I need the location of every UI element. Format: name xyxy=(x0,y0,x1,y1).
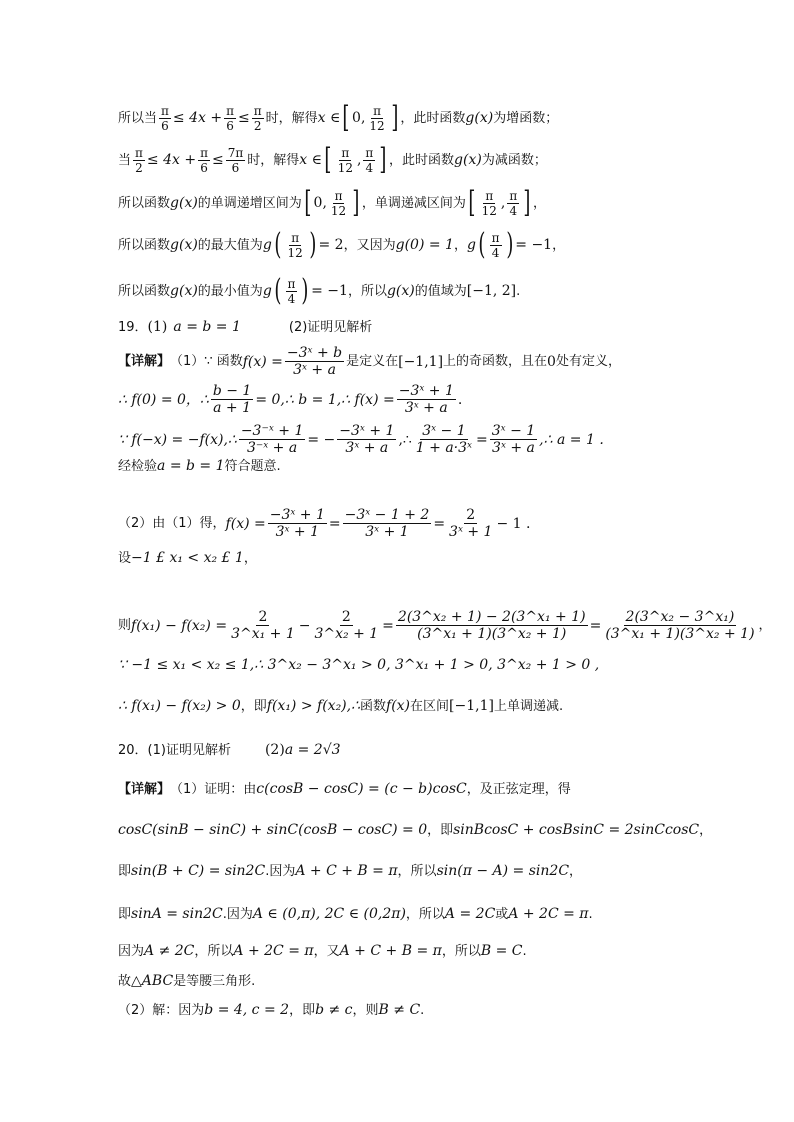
denominator: 3ˣ + a xyxy=(345,440,389,456)
math: a = b = 1 xyxy=(157,458,225,474)
denominator: 3⁻ˣ + a xyxy=(246,440,298,456)
fraction xyxy=(329,190,348,217)
math: = xyxy=(382,617,394,634)
text: ， xyxy=(758,618,772,633)
math: g(x) xyxy=(170,237,198,253)
math: ,∴ a = 1 . xyxy=(539,431,604,448)
math: g xyxy=(262,237,272,253)
numerator: −3ˣ + 1 xyxy=(398,383,454,399)
math: b ≠ c xyxy=(315,1002,353,1018)
part-answer: (1)证明见解析 xyxy=(147,742,231,758)
math: B ≠ C xyxy=(378,1002,421,1018)
numerator: π xyxy=(135,145,143,160)
numerator: π xyxy=(491,230,500,245)
text: 所以函数 xyxy=(118,195,171,211)
denominator: a + 1 xyxy=(213,400,252,416)
numerator: π xyxy=(226,103,234,118)
text: ，又因为 xyxy=(343,237,396,253)
denominator: 6 xyxy=(226,118,234,133)
math: = −1 xyxy=(515,237,553,253)
math: A + 2C = π xyxy=(233,943,314,959)
math: = xyxy=(476,431,488,448)
paren-group: ( $\frac{\pi}{12}$ ) xyxy=(274,227,317,262)
text: ，则 xyxy=(352,1002,379,1018)
text: .因为 xyxy=(222,906,253,922)
text: ，即 xyxy=(427,822,454,838)
numerator: π xyxy=(373,103,381,118)
text: 函数 xyxy=(360,698,387,714)
numerator: π xyxy=(291,230,300,245)
q19-detail-line-3 xyxy=(118,424,604,455)
math: − 1 . xyxy=(496,515,531,532)
math: sinA = sin2C xyxy=(131,906,223,922)
denominator: 4 xyxy=(365,160,374,175)
text: 当 xyxy=(118,152,132,168)
text: 为减函数； xyxy=(481,152,547,168)
math: − xyxy=(298,617,311,634)
denominator: 2 xyxy=(135,160,143,175)
denominator: 2 xyxy=(253,118,262,133)
line-max-value xyxy=(118,227,566,262)
fraction xyxy=(229,610,297,641)
fraction xyxy=(367,105,386,132)
text: 经检验 xyxy=(118,458,158,474)
math: f(x₁) > f(x₂),∴ xyxy=(266,698,360,714)
q20-detail-line-2 xyxy=(118,823,712,837)
q19-conclusion-line xyxy=(118,699,563,713)
text: 时，解得 xyxy=(247,152,300,168)
denominator: 6 xyxy=(231,160,240,175)
text: 的值域为 xyxy=(414,283,467,299)
denominator: 4 xyxy=(287,291,296,306)
text: ， xyxy=(569,863,583,879)
text: ，此时函数 xyxy=(389,152,455,168)
math: △ABC xyxy=(131,973,174,989)
numerator: b − 1 xyxy=(212,383,252,399)
fraction xyxy=(396,610,588,641)
text: 因为 xyxy=(118,943,145,959)
math: f(x) xyxy=(386,698,411,714)
denominator: 4 xyxy=(491,245,500,260)
fraction xyxy=(312,610,380,641)
q19-answer-line xyxy=(118,320,372,334)
question-number: 20． xyxy=(118,742,148,758)
numerator: π xyxy=(509,188,518,203)
fraction xyxy=(480,190,499,217)
numerator: π xyxy=(365,145,374,160)
fraction xyxy=(198,147,210,174)
text: （2）解：因为 xyxy=(118,1002,205,1018)
fraction xyxy=(252,105,264,132)
fraction xyxy=(133,147,145,174)
interval: [ 0, $\frac{\pi}{12}$ ] xyxy=(304,185,360,220)
denominator: 3ˣ + 1 xyxy=(365,524,409,540)
numerator: −3ˣ + 1 xyxy=(269,507,325,523)
q20-detail-line-1 xyxy=(118,782,571,796)
fraction xyxy=(447,508,494,539)
paren-group: ( $\frac{\pi}{4}$ ) xyxy=(274,273,309,308)
math: ≤ xyxy=(211,152,224,168)
q19-difference-line xyxy=(118,610,772,641)
numerator: −3ˣ − 1 + 2 xyxy=(344,507,430,523)
text: 的最大值为 xyxy=(197,237,263,253)
numerator: 2(3^x₂ + 1) − 2(3^x₁ + 1) xyxy=(397,609,586,625)
numerator: π xyxy=(334,188,343,203)
text: 所以当 xyxy=(118,110,158,126)
text: （1）证明：由 xyxy=(170,781,257,797)
math: = 2 xyxy=(318,237,344,253)
fraction xyxy=(337,424,396,455)
denominator: 12 xyxy=(287,245,303,260)
text: 则 xyxy=(118,618,132,633)
numerator: 7π xyxy=(227,145,244,160)
line-increasing-interval xyxy=(118,100,559,135)
text: 即 xyxy=(118,906,132,922)
text: ，又 xyxy=(313,943,340,959)
math: , xyxy=(356,152,362,168)
text: ， xyxy=(453,237,467,253)
numerator: 2(3^x₂ − 3^x₁) xyxy=(625,609,735,625)
math: ∵ f(−x) = −f(x),∴ xyxy=(118,431,237,448)
math: ≤ 4x + xyxy=(172,110,223,126)
fraction xyxy=(226,147,246,174)
math: = − xyxy=(307,431,336,448)
math: sin(B + C) = sin2C xyxy=(131,863,266,879)
text: . xyxy=(522,943,527,959)
fraction xyxy=(490,232,502,259)
math: f(x) = xyxy=(242,353,283,370)
interval: [ 0, $\frac{\pi}{12}$ ] xyxy=(342,100,399,135)
fraction xyxy=(285,346,344,377)
q19-detail-line-2 xyxy=(118,384,462,415)
math: = xyxy=(328,515,341,532)
math: [−1, 2] xyxy=(466,283,517,299)
numerator: −3⁻ˣ + 1 xyxy=(240,423,304,439)
math: ≤ 4x + xyxy=(146,152,197,168)
math: . xyxy=(457,391,463,408)
math: g xyxy=(466,237,476,253)
text: 上单调递减. xyxy=(493,698,564,714)
q20-detail-line-5 xyxy=(118,944,527,958)
text: ，所以 xyxy=(405,906,445,922)
math: A + C + B = π xyxy=(295,863,398,879)
numerator: π xyxy=(200,145,208,160)
fraction xyxy=(363,147,375,174)
q20-detail-line-6 xyxy=(118,974,255,988)
part-label: (2) xyxy=(264,742,285,758)
math: g xyxy=(262,283,272,299)
denominator: 3ˣ + a xyxy=(293,362,336,378)
text: 即 xyxy=(118,863,132,879)
line-monotonic-intervals xyxy=(118,185,546,220)
numerator: −3ˣ + 1 xyxy=(339,423,395,439)
math: , xyxy=(500,195,506,211)
math: ∵ −1 ≤ x₁ < x₂ ≤ 1,∴ 3^x₂ − 3^x₁ > 0, 3^x₁ + 1 > 0, 3^x₂ + 1 > 0 , xyxy=(118,657,600,673)
text: 的最小值为 xyxy=(197,283,263,299)
text: . xyxy=(420,1002,425,1018)
numerator: 2 xyxy=(466,507,476,523)
math: [−1,1] xyxy=(398,353,444,370)
text: 是等腰三角形. xyxy=(173,973,256,989)
math: A ≠ 2C xyxy=(144,943,195,959)
denominator: 3^x₂ + 1 xyxy=(314,626,379,642)
fraction xyxy=(603,610,756,641)
part-answer: (2)证明见解析 xyxy=(288,319,373,335)
numerator: −3ˣ + b xyxy=(286,345,343,361)
numerator: π xyxy=(287,276,296,291)
math: x ∈ xyxy=(317,110,341,126)
text: ，所以 xyxy=(397,863,437,879)
text: ，所以 xyxy=(441,943,481,959)
question-number: 19． xyxy=(118,319,148,335)
denominator: 3^x₁ + 1 xyxy=(231,626,295,642)
math: 0 xyxy=(547,353,556,370)
math: x ∈ xyxy=(299,152,322,168)
math: B = C xyxy=(480,943,523,959)
fraction xyxy=(211,384,254,415)
q19-since-line xyxy=(118,658,599,672)
fraction xyxy=(286,232,305,259)
numerator: 3ˣ − 1 xyxy=(422,423,466,439)
math: ∴ f(x₁) − f(x₂) > 0 xyxy=(118,698,241,714)
math: 0, xyxy=(313,195,327,211)
text: 故 xyxy=(118,973,132,989)
math: sinBcosC + cosBsinC = 2sinCcosC xyxy=(453,822,700,838)
text: ， xyxy=(243,550,257,566)
text: 是定义在 xyxy=(346,354,399,369)
fraction xyxy=(397,384,456,415)
text: . xyxy=(516,283,521,299)
math: f(x₁) − f(x₂) = xyxy=(131,617,228,634)
text: 时，解得 xyxy=(265,110,318,126)
text: 或 xyxy=(495,906,509,922)
text: ， xyxy=(699,822,713,838)
text: 的单调递增区间为 xyxy=(197,195,302,211)
math: b = 4, c = 2 xyxy=(204,1002,290,1018)
text: . xyxy=(588,906,593,922)
fraction xyxy=(159,105,171,132)
q20-answer-line xyxy=(118,743,341,757)
text: 所以函数 xyxy=(118,237,171,253)
answer-math: a = 2√3 xyxy=(284,742,341,758)
fraction xyxy=(343,508,432,539)
denominator: (3^x₁ + 1)(3^x₂ + 1) xyxy=(605,626,755,642)
fraction xyxy=(414,424,474,455)
text: 为增函数； xyxy=(493,110,559,126)
math: g(x) xyxy=(465,110,494,126)
fraction xyxy=(286,278,298,305)
text: 上的奇函数，且在 xyxy=(443,354,548,369)
text: ，单调递减区间为 xyxy=(361,195,466,211)
denominator: 3ˣ + 1 xyxy=(449,524,493,540)
fraction xyxy=(336,147,355,174)
math: f(x) = xyxy=(225,515,266,532)
text: ，即 xyxy=(240,698,267,714)
q19-detail-line-1 xyxy=(118,346,621,377)
interval: [ $\frac{\pi}{12}$ , $\frac{\pi}{4}$ ] xyxy=(324,142,387,177)
math: = 0,∴ b = 1,∴ f(x) = xyxy=(255,391,395,408)
denominator: (3^x₁ + 1)(3^x₂ + 1) xyxy=(417,626,567,642)
denominator: 3ˣ + a xyxy=(492,440,535,456)
fraction xyxy=(268,508,327,539)
text: ，所以 xyxy=(347,283,387,299)
denominator: 3ˣ + 1 xyxy=(275,524,320,540)
fraction xyxy=(507,190,519,217)
denominator: 6 xyxy=(161,118,169,133)
math: sin(π − A) = sin2C xyxy=(436,863,570,879)
numerator: π xyxy=(485,188,494,203)
math: = xyxy=(589,617,602,634)
q19-check-line xyxy=(118,459,281,473)
denominator: 1 + a·3ˣ xyxy=(415,440,473,456)
q20-detail-line-3 xyxy=(118,864,582,878)
denominator: 12 xyxy=(369,118,385,133)
detail-label: 【详解】 xyxy=(118,781,171,797)
math: g(x) xyxy=(454,152,482,168)
math: cosC(sinB − sinC) + sinC(cosB − cosC) = 0 xyxy=(118,822,428,838)
math: 0, xyxy=(352,110,366,126)
line-min-value xyxy=(118,273,521,308)
math: = −1 xyxy=(311,283,348,299)
math: A + 2C = π xyxy=(508,906,589,922)
math: ≤ xyxy=(237,110,250,126)
text: ，所以 xyxy=(194,943,234,959)
text: ， xyxy=(552,237,566,253)
interval: [ $\frac{\pi}{12}$ , $\frac{\pi}{4}$ ] xyxy=(468,185,531,220)
text: ，此时函数 xyxy=(400,110,466,126)
part-label: (1) xyxy=(147,319,168,335)
numerator: 3ˣ − 1 xyxy=(491,423,536,439)
math: g(0) = 1 xyxy=(395,237,454,253)
q20-detail-line-4 xyxy=(118,907,593,921)
numerator: π xyxy=(161,103,169,118)
text: 设 xyxy=(118,550,132,566)
math: A ∈ (0,π), 2C ∈ (0,2π) xyxy=(252,906,406,922)
q19-part2-line xyxy=(118,508,530,539)
math: g(x) xyxy=(170,283,198,299)
math: c(cosB − cosC) = (c − b)cosC xyxy=(256,781,467,797)
math: ∴ f(0) = 0，∴ xyxy=(118,391,209,408)
denominator: 4 xyxy=(509,203,518,218)
numerator: 2 xyxy=(341,609,351,625)
math: [−1,1] xyxy=(449,698,494,714)
fraction xyxy=(224,105,236,132)
detail-label: 【详解】 xyxy=(118,354,171,369)
math: g(x) xyxy=(386,283,415,299)
text: 符合题意. xyxy=(224,458,281,474)
text: 处有定义， xyxy=(555,354,621,369)
denominator: 12 xyxy=(481,203,497,218)
math: A + C + B = π xyxy=(339,943,442,959)
fraction xyxy=(490,424,537,455)
numerator: π xyxy=(341,145,350,160)
text: 所以函数 xyxy=(118,283,171,299)
text: （2）由（1）得， xyxy=(118,516,226,531)
math: A = 2C xyxy=(444,906,496,922)
fraction xyxy=(239,424,306,455)
line-decreasing-interval xyxy=(118,142,547,177)
math: = xyxy=(433,515,446,532)
denominator: 6 xyxy=(200,160,208,175)
math: −1 £ x₁ < x₂ £ 1 xyxy=(131,550,244,566)
text: ，即 xyxy=(289,1002,316,1018)
answer-math: a = b = 1 xyxy=(173,319,241,335)
text: .因为 xyxy=(265,863,296,879)
denominator: 12 xyxy=(337,160,353,175)
text: ，及正弦定理，得 xyxy=(466,781,571,797)
paren-group: ( $\frac{\pi}{4}$ ) xyxy=(478,227,513,262)
math: g(x) xyxy=(170,195,198,211)
text: ， xyxy=(532,195,546,211)
numerator: π xyxy=(253,103,262,118)
denominator: 12 xyxy=(330,203,347,218)
denominator: 3ˣ + a xyxy=(404,400,448,416)
text: （1）∵ 函数 xyxy=(170,354,243,369)
q20-detail-line-7 xyxy=(118,1003,424,1017)
numerator: 2 xyxy=(258,609,268,625)
math: ,∴ xyxy=(398,431,412,448)
q19-set-line xyxy=(118,551,257,565)
text: 在区间 xyxy=(410,698,450,714)
